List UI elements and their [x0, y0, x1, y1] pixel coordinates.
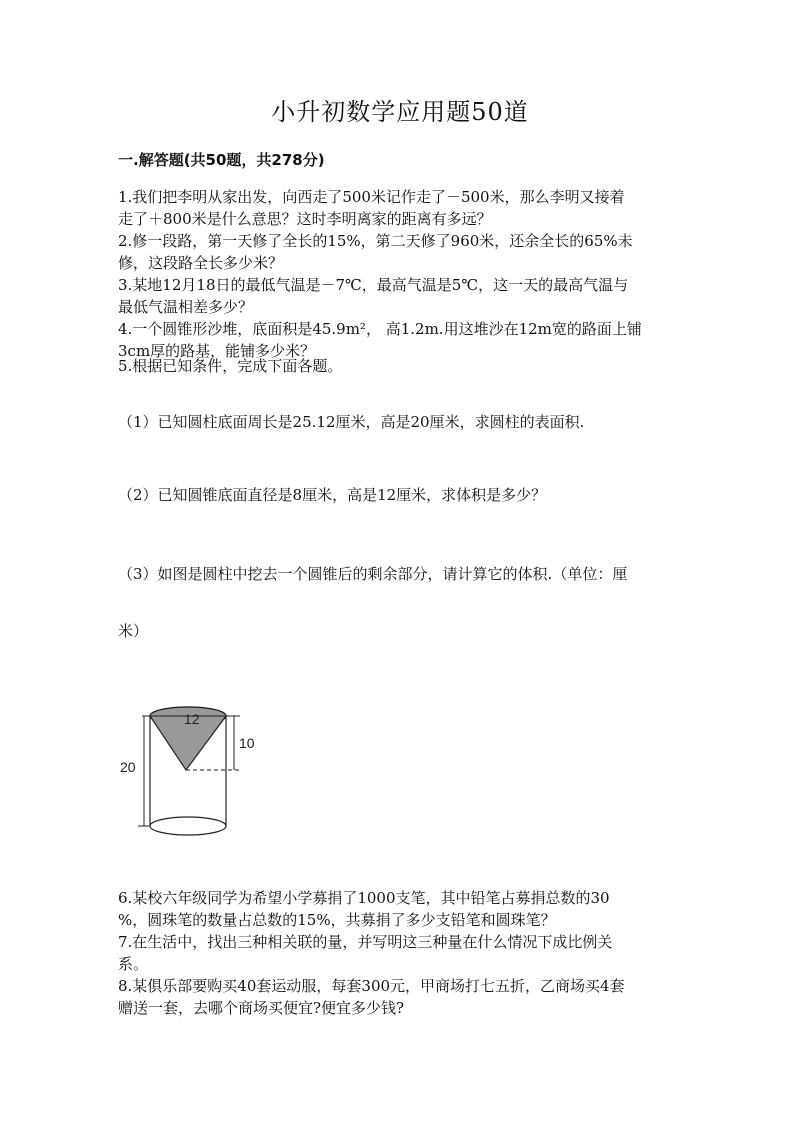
problem-5: 5.根据已知条件，完成下面各题。	[118, 357, 343, 375]
problem-4: 4.一个圆锥形沙堆，底面积是45.9m²， 高1.2m.用这堆沙在12m宽的路面上铺 3cm厚的路基，能铺多少米？	[118, 320, 642, 360]
problem-2: 2.修一段路，第一天修了全长的15%，第二天修了960米，还余全长的65%未 修，这段路全长多少米？	[118, 232, 633, 272]
cylinder-cone-diagram	[118, 700, 258, 840]
diameter-label: 12	[184, 711, 200, 727]
cylinder-bottom-ellipse	[150, 817, 226, 835]
cylinder-height-label: 20	[120, 759, 136, 775]
problem-1: 1.我们把李明从家出发，向西走了500米记作走了－500米，那么李明又接着 走了＋800米是什么意思？这时李明离家的距离有多远？	[118, 188, 625, 228]
page-title: 小升初数学应用题50道	[271, 98, 529, 126]
sub-question-2: （2）已知圆锥底面直径是8厘米，高是12厘米，求体积是多少？	[118, 486, 547, 504]
problem-6: 6.某校六年级同学为希望小学募捐了1000支笔，其中铅笔占募捐总数的30 %，圆珠笔的数量占总数的15%，共募捐了多少支铅笔和圆珠笔？	[118, 889, 610, 929]
problem-8: 8.某俱乐部要购买40套运动服，每套300元，甲商场打七五折，乙商场买4套 赠送一套，去哪个商场买便宜?便宜多少钱?	[118, 977, 625, 1017]
section-heading: 一.解答题(共50题，共278分)	[118, 151, 325, 169]
problem-7: 7.在生活中，找出三种相关联的量，并写明这三种量在什么情况下成比例关 系。	[118, 933, 613, 973]
sub-question-1: （1）已知圆柱底面周长是25.12厘米，高是20厘米，求圆柱的表面积.	[118, 413, 585, 431]
problem-3: 3.某地12月18日的最低气温是－7℃，最高气温是5℃，这一天的最高气温与 最低气温相差多少？	[118, 276, 629, 316]
sub-question-3: （3）如图是圆柱中挖去一个圆锥后的剩余部分，请计算它的体积.（单位：厘	[118, 565, 628, 583]
cone-height-label: 10	[239, 735, 255, 751]
sub-question-3-continued: 米）	[118, 622, 149, 640]
cylinder-cone-figure	[118, 700, 258, 840]
